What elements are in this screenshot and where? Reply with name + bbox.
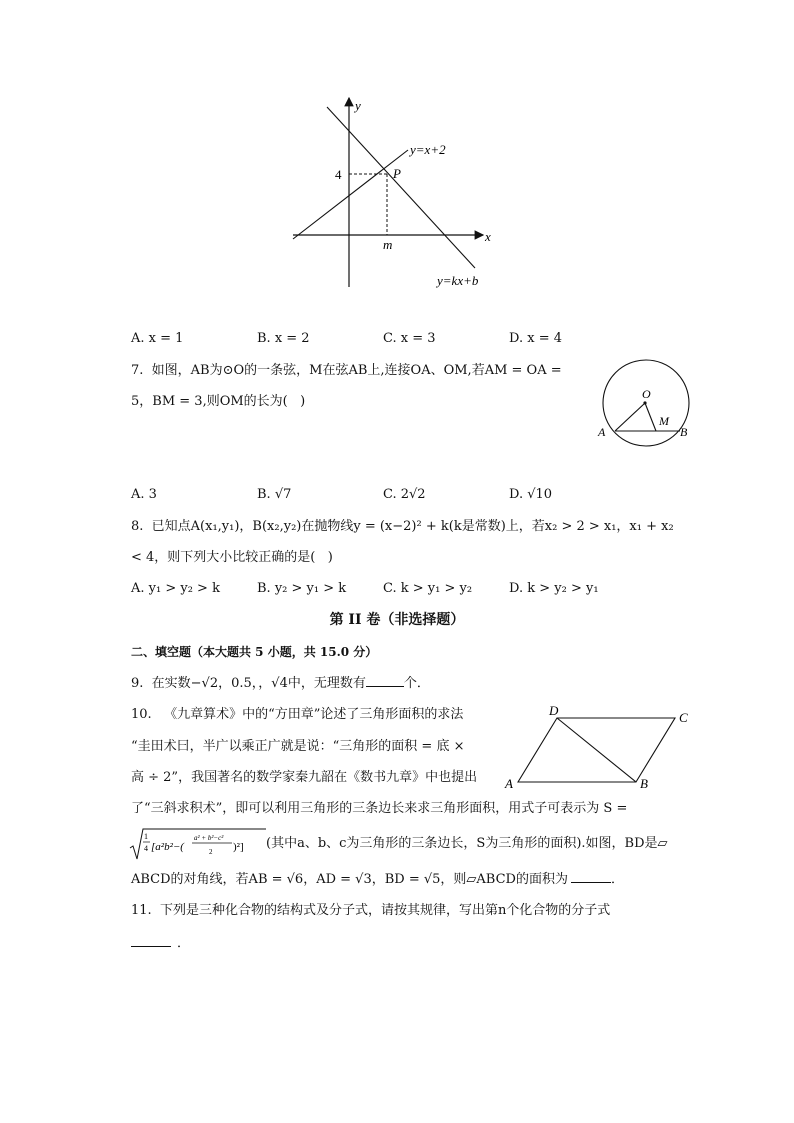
center-point bbox=[643, 401, 646, 404]
svg-text:a² + b²−c²: a² + b²−c² bbox=[194, 834, 224, 842]
label-o: O bbox=[642, 387, 651, 401]
q9-text bbox=[131, 674, 430, 694]
vertex-label-a: A bbox=[505, 776, 513, 791]
q10-answer-blank[interactable] bbox=[571, 870, 611, 883]
q7-option-d[interactable]: D. √10 bbox=[509, 487, 553, 502]
q11-answer-blank[interactable] bbox=[131, 934, 171, 947]
svg-text:2: 2 bbox=[209, 848, 213, 856]
segment-oa bbox=[615, 403, 645, 431]
line2-label: y=kx+b bbox=[437, 273, 479, 288]
q7-option-a[interactable]: A. 3 bbox=[131, 487, 157, 502]
q9-text-before: 9. 在实数−√2，0.5，，√4中，无理数有 bbox=[131, 676, 366, 691]
parallelogram-figure bbox=[500, 702, 700, 794]
diagonal-bd bbox=[557, 718, 636, 782]
svg-text:[a²b²−(: [a²b²−( bbox=[151, 841, 184, 853]
section2-title: 二、填空题（本大题共 5 小题，共 15.0 分） bbox=[131, 645, 378, 659]
q11-text-line2-after: ． bbox=[177, 936, 191, 951]
q9-text-after: 个． bbox=[403, 676, 430, 691]
q11-text-line1: 11. 下列是三种化合物的结构式及分子式，请按其规律，写出第n个化合物的分子式 bbox=[131, 903, 611, 918]
q10-text-line6-after: ． bbox=[610, 872, 624, 887]
q7-text-line2: 5，BM = 3,则OM的长为( ) bbox=[131, 394, 306, 409]
q9-answer-blank[interactable] bbox=[366, 674, 404, 687]
q11-text-line2 bbox=[131, 934, 190, 954]
q10-text-line5: (其中a、b、c为三角形的三条边长，S为三角形的面积).如图，BD是▱ bbox=[266, 836, 668, 851]
q10-text-line1: 10. 《九章算术》中的“方田章”论述了三角形面积的求法 bbox=[131, 707, 464, 722]
part2-title: 第 II 卷（非选择题） bbox=[329, 612, 465, 628]
x-axis-label: x bbox=[485, 229, 491, 244]
q7-option-b[interactable]: B. √7 bbox=[257, 487, 292, 502]
vertex-label-c: C bbox=[679, 710, 688, 725]
tick-label-m: m bbox=[383, 237, 393, 252]
line-y-x-plus-2 bbox=[293, 150, 408, 239]
q8-text-line1: 8. 已知点A(x₁,y₁)，B(x₂,y₂)在抛物线y = (x−2)² + k(k是常数)上，若x₂ > 2 > x₁，x₁ + x₂ bbox=[131, 519, 674, 534]
tick-label-4: 4 bbox=[335, 167, 342, 182]
q8-option-a[interactable]: A. y₁ > y₂ > k bbox=[131, 581, 220, 596]
q10-text-line2: “圭田术曰，半广以乘正广就是说：“三角形的面积 = 底 × bbox=[131, 739, 465, 754]
q6-option-c[interactable]: C. x = 3 bbox=[383, 331, 436, 346]
q6-option-b[interactable]: B. x = 2 bbox=[257, 331, 310, 346]
q10-text-line3: 高 ÷ 2”，我国著名的数学家秦九韶在《数书九章》中也提出 bbox=[131, 770, 478, 785]
svg-text:4: 4 bbox=[144, 844, 148, 853]
svg-text:1: 1 bbox=[144, 832, 148, 841]
q8-text-line2: < 4，则下列大小比较正确的是( ) bbox=[131, 550, 333, 565]
heron-formula bbox=[128, 826, 268, 862]
q10-text-line4: 了“三斜求积术”，即可以利用三角形的三条边长来求三角形面积，用式子可表示为 S = bbox=[131, 801, 628, 816]
linear-function-graph bbox=[285, 92, 515, 297]
q7-text-line1: 7. 如图，AB为⊙O的一条弦，M在弦AB上,连接OA、OM,若AM = OA = bbox=[131, 363, 562, 378]
segment-om bbox=[645, 403, 656, 431]
q7-option-c[interactable]: C. 2√2 bbox=[383, 487, 426, 502]
q8-option-c[interactable]: C. k > y₁ > y₂ bbox=[383, 581, 473, 596]
q6-option-a[interactable]: A. x = 1 bbox=[131, 331, 184, 346]
y-axis-label: y bbox=[355, 98, 361, 113]
vertex-label-d: D bbox=[549, 703, 559, 718]
line1-label: y=x+2 bbox=[410, 142, 446, 157]
q8-option-b[interactable]: B. y₂ > y₁ > k bbox=[257, 581, 347, 596]
circle-chord-figure bbox=[595, 355, 705, 450]
q6-option-d[interactable]: D. x = 4 bbox=[509, 331, 562, 346]
label-b: B bbox=[680, 425, 688, 439]
vertex-label-b: B bbox=[640, 776, 648, 791]
label-m: M bbox=[659, 414, 669, 428]
q10-text-line6 bbox=[131, 870, 624, 890]
q8-option-d[interactable]: D. k > y₂ > y₁ bbox=[509, 581, 599, 596]
point-p-label: P bbox=[393, 166, 401, 181]
q10-text-line6-before: ABCD的对角线，若AB = √6，AD = √3，BD = √5，则▱ABCD的面积为 bbox=[131, 872, 568, 887]
svg-text:)²]: )²] bbox=[233, 841, 244, 853]
label-a: A bbox=[598, 425, 606, 439]
